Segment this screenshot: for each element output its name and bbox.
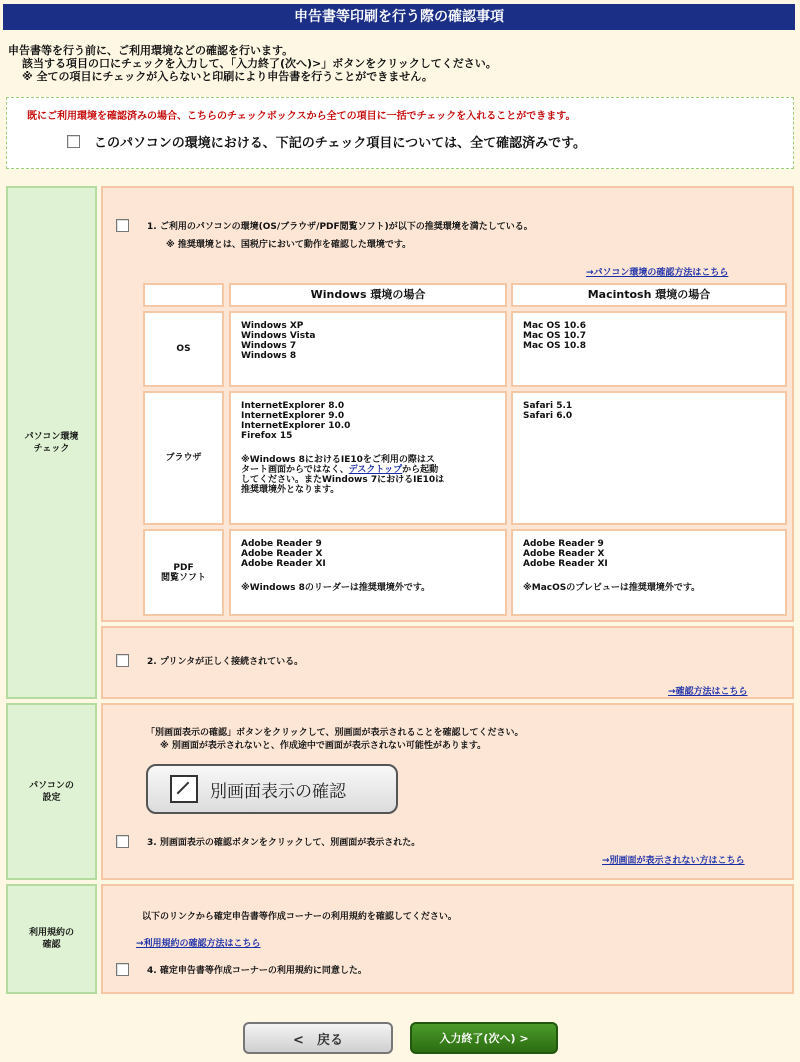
mac-os-item: Mac OS 10.6 bbox=[523, 321, 586, 331]
check-all-panel bbox=[6, 97, 794, 169]
win-pdf-note: ※Windows 8のリーダーは推奨環境外です。 bbox=[241, 583, 431, 593]
section-label-pc-line2: チェック bbox=[33, 443, 70, 454]
desktop-link[interactable]: デスクトップ bbox=[348, 465, 403, 475]
mac-browser-cell bbox=[511, 391, 787, 525]
section-label-terms bbox=[6, 884, 97, 994]
intro-line-1: 申告書等を行う前に、ご利用環境などの確認を行います。 bbox=[8, 44, 294, 57]
check-all-checkbox[interactable] bbox=[67, 135, 80, 148]
mac-os-item: Mac OS 10.8 bbox=[523, 341, 586, 351]
win-os-item: Windows Vista bbox=[241, 331, 316, 341]
section-label-display-line1: パソコンの bbox=[29, 780, 74, 791]
mac-browser-item: Safari 6.0 bbox=[523, 411, 573, 421]
pc-env-check-link[interactable]: →パソコン環境の確認方法はこちら bbox=[586, 268, 729, 278]
window-not-shown-link[interactable]: →別画面が表示されない方はこちら bbox=[602, 856, 745, 866]
display-instruction: 「別画面表示の確認」ボタンをクリックして、別画面が表示されることを確認してください。 bbox=[146, 728, 524, 738]
section-label-pc-line1: パソコン環境 bbox=[24, 431, 79, 442]
item2-label: 2. プリンタが正しく接続されている。 bbox=[147, 657, 304, 667]
win-pdf-item: Adobe Reader 9 bbox=[241, 539, 322, 549]
table-row-os: OS bbox=[143, 311, 224, 387]
win-os-item: Windows XP bbox=[241, 321, 304, 331]
windows-pdf-cell bbox=[229, 529, 507, 616]
win-browser-note bbox=[241, 455, 499, 495]
win-browser-item: InternetExplorer 10.0 bbox=[241, 421, 351, 431]
open-window-check-label: 別画面表示の確認 bbox=[210, 781, 346, 802]
item4-checkbox[interactable] bbox=[116, 963, 129, 976]
item4-row bbox=[116, 963, 367, 976]
open-window-check-button[interactable] bbox=[146, 764, 398, 814]
check-all-notice: 既にご利用環境を確認済みの場合、こちらのチェックボックスから全ての項目に一括でチェックを入れることができます。 bbox=[27, 111, 576, 122]
mac-pdf-item: Adobe Reader XI bbox=[523, 559, 608, 569]
section-label-terms-line2: 確認 bbox=[42, 940, 61, 950]
win-browser-item: Firefox 15 bbox=[241, 431, 293, 441]
item2-row bbox=[116, 654, 303, 667]
mac-browser-item: Safari 5.1 bbox=[523, 401, 573, 411]
title-bar bbox=[0, 0, 800, 36]
win-browser-item: InternetExplorer 9.0 bbox=[241, 411, 345, 421]
terms-check-link[interactable]: →利用規約の確認方法はこちら bbox=[136, 939, 261, 949]
windows-os-cell bbox=[229, 311, 507, 387]
table-header-windows: Windows 環境の場合 bbox=[229, 283, 507, 307]
table-corner bbox=[143, 283, 224, 307]
item1-note: ※ 推奨環境とは、国税庁において動作を確認した環境です。 bbox=[166, 240, 412, 250]
table-header-mac: Macintosh 環境の場合 bbox=[511, 283, 787, 307]
section-label-pc-environment bbox=[6, 186, 97, 699]
section-label-display bbox=[6, 703, 97, 880]
mac-pdf-cell bbox=[511, 529, 787, 616]
back-button[interactable]: < 戻る bbox=[243, 1022, 393, 1054]
win-browser-item: InternetExplorer 8.0 bbox=[241, 401, 345, 411]
win-browser-note-d: してください。またWindows 7におけるIE10は bbox=[241, 475, 445, 485]
mac-os-item: Mac OS 10.7 bbox=[523, 331, 586, 341]
table-row-browser: ブラウザ bbox=[143, 391, 224, 525]
display-instruction-note: ※ 別画面が表示されないと、作成途中で画面が表示されない可能性があります。 bbox=[160, 741, 487, 751]
item3-row bbox=[116, 835, 420, 848]
item1-checkbox[interactable] bbox=[116, 219, 129, 232]
intro-line-2: 該当する項目の口にチェックを入力して、「入力終了(次へ)>」ボタンをクリックしてください。 bbox=[22, 57, 497, 70]
mac-pdf-item: Adobe Reader X bbox=[523, 549, 605, 559]
win-browser-note-a: ※Windows 8におけるIE10をご利用の際はス bbox=[241, 455, 435, 465]
external-window-icon bbox=[170, 775, 198, 803]
win-browser-note-e: 推奨環境外となります。 bbox=[241, 485, 340, 495]
mac-pdf-note: ※MacOSのプレビューは推奨環境外です。 bbox=[523, 583, 701, 593]
table-row-pdf bbox=[143, 529, 224, 616]
mac-pdf-item: Adobe Reader 9 bbox=[523, 539, 604, 549]
printer-check-link[interactable]: →確認方法はこちら bbox=[668, 687, 748, 697]
item4-label: 4. 確定申告書等作成コーナーの利用規約に同意した。 bbox=[147, 966, 367, 976]
row-pdf-line2: 閲覧ソフト bbox=[160, 572, 206, 583]
win-browser-note-b: タート画面からではなく、 bbox=[241, 465, 349, 475]
check-all-label: このパソコンの環境における、下記のチェック項目については、全て確認済みです。 bbox=[94, 136, 587, 151]
section-label-terms-line1: 利用規約の bbox=[28, 928, 74, 938]
win-pdf-item: Adobe Reader XI bbox=[241, 559, 326, 569]
row-pdf-line1: PDF bbox=[173, 562, 194, 573]
item3-label: 3. 別画面表示の確認ボタンをクリックして、別画面が表示された。 bbox=[147, 838, 421, 848]
win-pdf-item: Adobe Reader X bbox=[241, 549, 323, 559]
check-all-row bbox=[67, 132, 586, 151]
item3-checkbox[interactable] bbox=[116, 835, 129, 848]
win-browser-note-c: から起動 bbox=[402, 465, 439, 475]
mac-os-cell bbox=[511, 311, 787, 387]
item2-checkbox[interactable] bbox=[116, 654, 129, 667]
section-label-display-line2: 設定 bbox=[42, 792, 61, 803]
intro-text bbox=[8, 44, 788, 83]
windows-browser-cell bbox=[229, 391, 507, 525]
next-button[interactable]: 入力終了(次へ) > bbox=[410, 1022, 558, 1054]
item1-row bbox=[116, 219, 533, 232]
terms-instruction: 以下のリンクから確定申告書等作成コーナーの利用規約を確認してください。 bbox=[142, 912, 457, 922]
item1-label: 1. ご利用のパソコンの環境(OS/ブラウザ/PDF閲覧ソフト)が以下の推奨環境を満たしている。 bbox=[147, 222, 533, 232]
win-os-item: Windows 7 bbox=[241, 341, 297, 351]
intro-line-3: ※ 全ての項目にチェックが入らないと印刷により申告書を行うことができません。 bbox=[22, 70, 433, 83]
win-os-item: Windows 8 bbox=[241, 351, 297, 361]
page-title: 申告書等印刷を行う際の確認事項 bbox=[3, 4, 795, 30]
